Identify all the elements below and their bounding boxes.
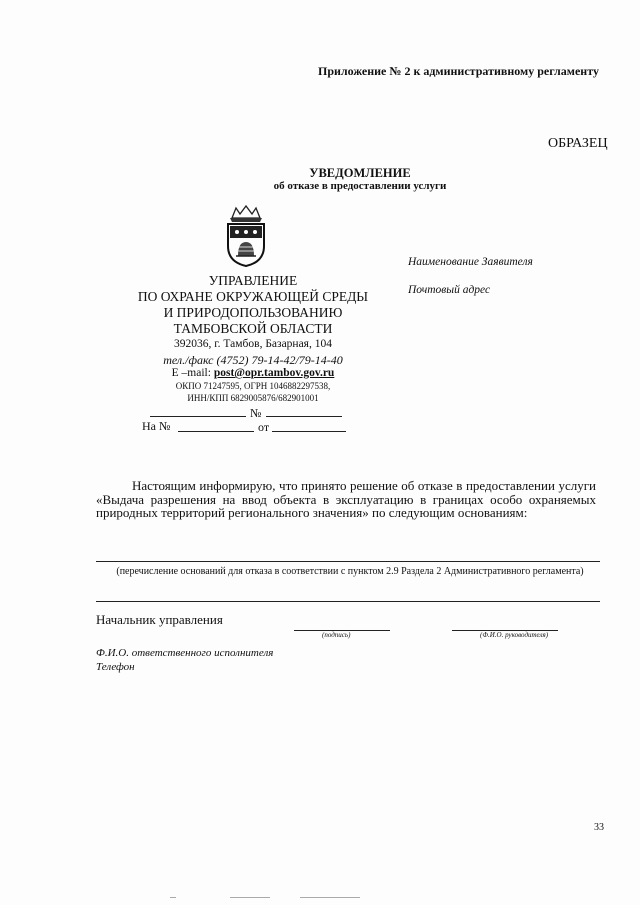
page-number: 33	[594, 822, 604, 833]
reasons-caption: (перечисление оснований для отказа в соответствии с пунктом 2.9 Раздела 2 Административного регламента)	[116, 566, 584, 577]
org-address: 392036, г. Тамбов, Базарная, 104	[174, 338, 332, 350]
sample-stamp: ОБРАЗЕЦ	[548, 136, 608, 151]
applicant-name-label: Наименование Заявителя	[408, 256, 533, 268]
incoming-number-line	[178, 431, 254, 432]
org-inn: ИНН/КПП 6829005876/682901001	[187, 393, 319, 403]
outgoing-number-line	[266, 416, 342, 417]
org-email-line	[108, 367, 398, 379]
applicant-address-label: Почтовый адрес	[408, 284, 491, 296]
chief-title: Начальник управления	[96, 612, 223, 627]
outgoing-number-label: №	[250, 406, 262, 420]
executor-phone-label: Телефон	[96, 661, 135, 673]
org-name-line-3: И ПРИРОДОПОЛЬЗОВАНИЮ	[163, 305, 343, 320]
org-phone: тел./факс (4752) 79-14-42/79-14-40	[163, 353, 343, 367]
chief-fio-caption: (Ф.И.О. руководителя)	[480, 631, 549, 639]
outgoing-date-line	[150, 416, 246, 417]
org-name-line-1: УПРАВЛЕНИЕ	[208, 273, 298, 288]
incoming-date-label: от	[258, 420, 270, 434]
appendix-note: Приложение № 2 к административному регламенту	[318, 64, 599, 78]
notice-subtitle: об отказе в предоставлении услуги	[273, 180, 447, 192]
email-label: E –mail:	[171, 367, 214, 379]
executor-fio-label: Ф.И.О. ответственного исполнителя	[96, 647, 274, 659]
incoming-number-label: На №	[142, 419, 171, 433]
org-name-line-2: ПО ОХРАНЕ ОКРУЖАЮЩЕЙ СРЕДЫ	[137, 289, 369, 304]
org-okpo: ОКПО 71247595, ОГРН 1046882297538,	[175, 381, 331, 391]
reasons-line	[96, 561, 600, 562]
tambov-coat-of-arms-icon	[222, 204, 270, 268]
signature-caption: (подпись)	[322, 631, 351, 639]
notice-title: УВЕДОМЛЕНИЕ	[309, 166, 411, 180]
scan-artifact	[300, 897, 360, 898]
org-name-line-4: ТАМБОВСКОЙ ОБЛАСТИ	[173, 321, 333, 336]
scan-artifact	[230, 897, 270, 898]
incoming-date-line	[272, 431, 346, 432]
scan-artifact	[170, 897, 176, 898]
reasons-line-2	[96, 601, 600, 602]
notice-body-text: Настоящим информирую, что принято решение об отказе в предоставлении услуги «Выдача разрешения на ввод объекта в эксплуатацию в границах особо охраняемых природных территорий регионального значения» по следующим основаниям:	[96, 478, 596, 520]
email-link[interactable]: post@opr.tambov.gov.ru	[213, 367, 335, 379]
